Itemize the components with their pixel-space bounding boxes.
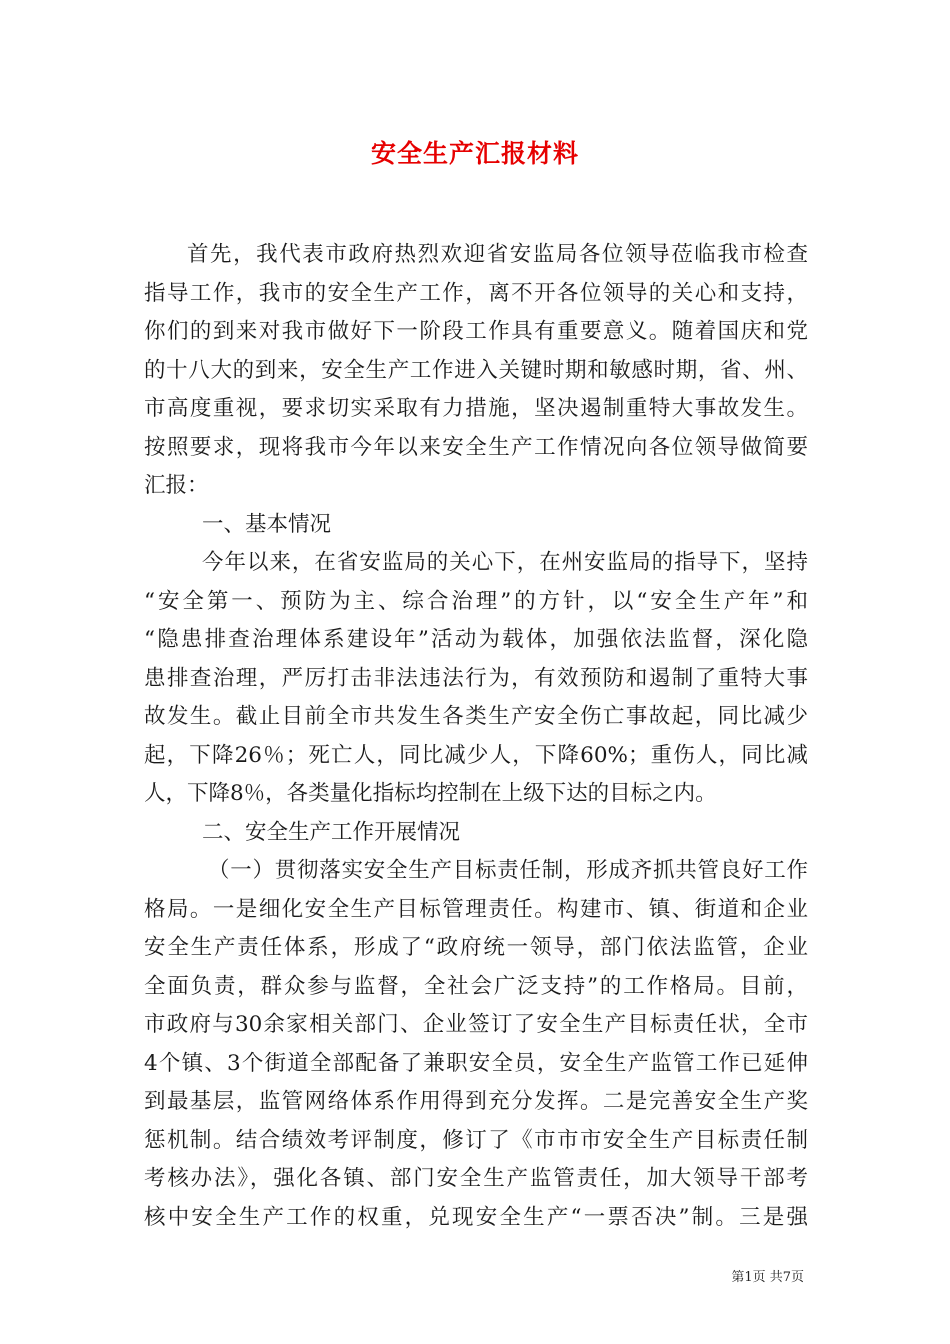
paragraph-line: 按照要求，现将我市今年以来安全生产工作情况向各位领导做简要 — [144, 434, 808, 460]
paragraph-line: 安全生产责任体系，形成了“政府统一领导，部门依法监管，企业 — [144, 935, 808, 960]
page-number: 第1页 共7页 — [731, 1270, 804, 1285]
paragraph-line: “隐患排查治理体系建设年”活动为载体，加强依法监督，深化隐 — [144, 627, 808, 652]
paragraph-line: 的十八大的到来，安全生产工作进入关键时期和敏感时期，省、州、 — [144, 357, 808, 383]
paragraph-line: 市政府与30余家相关部门、企业签订了安全生产目标责任状，全市 — [144, 1012, 808, 1037]
paragraph-line: 首先，我代表市政府热烈欢迎省安监局各位领导莅临我市检查 — [187, 242, 808, 267]
paragraph-line: 惩机制。结合绩效考评制度，修订了《市市市安全生产目标责任制 — [144, 1127, 808, 1153]
section-heading-basic: 一、基本情况 — [202, 511, 332, 537]
paragraph-line: 故发生。截止目前全市共发生各类生产安全伤亡事故起，同比减少 — [144, 704, 808, 729]
paragraph-line: （一）贯彻落实安全生产目标责任制，形成齐抓共管良好工作 — [208, 858, 808, 883]
paragraph-line: “安全第一、预防为主、综合治理”的方针，以“安全生产年”和 — [144, 588, 808, 614]
paragraph-line: 到最基层，监管网络体系作用得到充分发挥。二是完善安全生产奖 — [144, 1089, 808, 1114]
paragraph-line: 4个镇、3个街道全部配备了兼职安全员，安全生产监管工作已延伸 — [144, 1050, 808, 1076]
paragraph-line: 你们的到来对我市做好下一阶段工作具有重要意义。随着国庆和党 — [144, 319, 808, 344]
paragraph-line: 全面负责，群众参与监督，全社会广泛支持”的工作格局。目前， — [144, 973, 808, 999]
paragraph-line: 考核办法》，强化各镇、部门安全生产监管责任，加大领导干部考 — [144, 1166, 808, 1191]
paragraph-line: 核中安全生产工作的权重，兑现安全生产“一票否决”制。三是强 — [144, 1204, 808, 1230]
paragraph-line: 今年以来，在省安监局的关心下，在州安监局的指导下，坚持 — [202, 550, 808, 575]
paragraph-line: 患排查治理，严厉打击非法违法行为，有效预防和遏制了重特大事 — [144, 665, 808, 691]
paragraph-line: 市高度重视，要求切实采取有力措施，坚决遏制重特大事故发生。 — [144, 396, 808, 421]
document-title: 安全生产汇报材料 — [370, 139, 579, 168]
paragraph-line: 格局。一是细化安全生产目标管理责任。构建市、镇、街道和企业 — [144, 896, 808, 922]
section-heading-progress: 二、安全生产工作开展情况 — [202, 819, 461, 845]
paragraph-line: 人，下降8％，各类量化指标均控制在上级下达的目标之内。 — [144, 781, 717, 806]
paragraph-line: 指导工作，我市的安全生产工作，离不开各位领导的关心和支持， — [144, 280, 808, 306]
paragraph-line: 汇报： — [144, 473, 209, 498]
document-body — [144, 236, 808, 1237]
paragraph-line: 起，下降26％；死亡人，同比减少人，下降60%；重伤人，同比减 — [144, 742, 808, 768]
